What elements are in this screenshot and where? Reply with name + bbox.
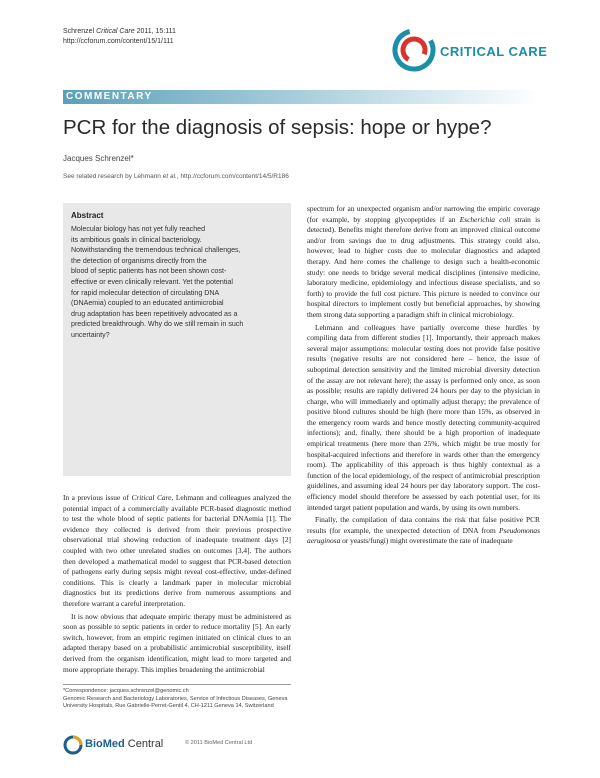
- see-related-research: See related research by Lehmann et al., http://ccforum.com/content/14/5/R186: [63, 173, 289, 180]
- abstract-box: [63, 203, 291, 476]
- publisher-name: BioMed Central: [85, 738, 164, 750]
- citation-journal: Critical Care: [96, 28, 135, 35]
- related-research-link[interactable]: , http://ccforum.com/content/14/5/R186: [176, 173, 289, 180]
- body-paragraph: spectrum for an unexpected organism and/or narrowing the empiric coverage (for example, by stopping glycopeptides if an Escherichia coli strain is detected). Benefits might therefore derive from an improved clinical outcome and/or from savings due to drug adjustments. This strategy could also, however, lead to higher costs due to molecular diagnostics and adapted therapy. And here comes the challenge to design such a health-economic study: one needs to bridge several medical disciplines (intensive medicine, laboratory medicine, epidemiology and infectious disease specialists, and so forth) to provide the full cost picture. This picture is needed to convince our hospital directors to implement costly but beneficial approaches, by showing them strong data supporting a paradigm shift in clinical microbiology.: [307, 204, 540, 319]
- citation-volume: 2011, 15:111: [136, 28, 176, 35]
- author-name: Jacques Schrenzel*: [63, 154, 134, 163]
- body-column-right: [307, 204, 540, 549]
- abstract-heading: Abstract: [71, 211, 104, 220]
- body-column-left: [63, 493, 291, 677]
- copyright: © 2011 BioMed Central Ltd: [185, 740, 253, 746]
- body-paragraph: In a previous issue of Critical Care, Lehmann and colleagues analyzed the potential impact of a commercially available PCR-based diagnostic method to test the whole blood of septic patients for bacterial DNAemia [1]. The evidence they collected is derived from their previous prospective observational trial showing reduction of inadequate treatment days [2] coupled with two other unrelated studies on outcomes [3,4]. The authors then developed a mathematical model to suggest that PCR-based detection of pathogens early during sepsis might reveal cost-effective, under-defined conditions. This is clearly a landmark paper in molecular microbial diagnostics but its predictions derive from numerous assumptions and therefore warrant a careful interpretation.: [63, 493, 291, 608]
- citation-line: [63, 27, 176, 37]
- biomed-central-icon: [63, 735, 83, 755]
- section-band: [63, 90, 540, 104]
- affiliation: Genomic Research and Bacteriology Laboratories, Service of Infectious Diseases, Geneva University Hospitals, Rue Gabrielle-Perret-Gentil 4, CH-1211 Geneva 14, Switzerland: [63, 695, 288, 710]
- footnote: [63, 688, 291, 711]
- article-url[interactable]: http://ccforum.com/content/15/1/111: [63, 38, 174, 45]
- body-paragraph: Lehmann and colleagues have partially overcome these hurdles by compiling data from different studies [1]. Importantly, their approach makes several major assumptions: molecular testing does not provide false positive results (negative results are not considered here – hence, the issue of suboptimal detection sensitivity and the limited microbial diversity detection of the assay are not relevant here); the assay is performed only once, as soon as possible; results are rapidly delivered 24 hours per day to the physician in charge, who will immediately and optimally adjust therapy; the prevalence of positive blood cultures should be high (here more than 15%, as observed in the emergency room wards and hence mostly detecting community-acquired infections); and, finally, there should be a high proportion of inadequate empirical treatments (here more than 25%, which might be true mostly for hospital-acquired infections and therefore in wards other than the emergency room). The applicability of this approach is thus highly contextual as a function of the local epidemiology, of the respect of antimicrobial prescription guidelines, and assuming ideal 24 hours per day laboratory support. The cost-efficiency model should therefore be assessed by each potential user, for its intended target patient population and wards, by using its own numbers.: [307, 322, 540, 512]
- journal-logo-text: CRITICAL CARE: [440, 44, 548, 59]
- footnote-divider: [63, 684, 291, 685]
- abstract-text: Molecular biology has not yet fully reached its ambitious goals in clinical bacteriology. Notwithstanding the tremendous technical challenges, the detection of organisms directly from the blood of septic patients has not been shown cost- effective or even clinically relevant. Yet the potential for rapid molecular detection of circulating DNA (DNAemia) coupled to an educated antimicrobial drug adaptation has been repetitively advocated as a predicted breakthrough. Why do we still remain in such uncertainty?: [71, 225, 244, 339]
- correspondence: *Correspondence: jacques.schrenzel@genomic.ch: [63, 688, 189, 694]
- section-label: COMMENTARY: [66, 91, 153, 102]
- critical-care-ring-icon: [392, 28, 436, 72]
- article-title: PCR for the diagnosis of sepsis: hope or hype?: [63, 116, 492, 139]
- citation-header: [63, 27, 176, 47]
- critical-care-logo: [392, 28, 548, 72]
- citation-author: Schrenzel: [63, 28, 95, 35]
- body-paragraph: It is now obvious that adequate empiric therapy must be administered as soon as possible to septic patients in order to reduce mortality [5]. An early switch, however, from an empiric regimen initiated on clinical clues to an adapted therapy based on a probabilistic antimicrobial susceptibility, itself derived from the organism identification, might lead to more targeted and more appropriate therapy. This implies broadening the antimicrobial: [63, 611, 291, 674]
- body-paragraph: Finally, the compilation of data contains the risk that false positive PCR results (for example, the unexpected detection of DNA from Pseudomonas aeruginosa or yeasts/fungi) might overestimate the rate of inadequate: [307, 515, 540, 546]
